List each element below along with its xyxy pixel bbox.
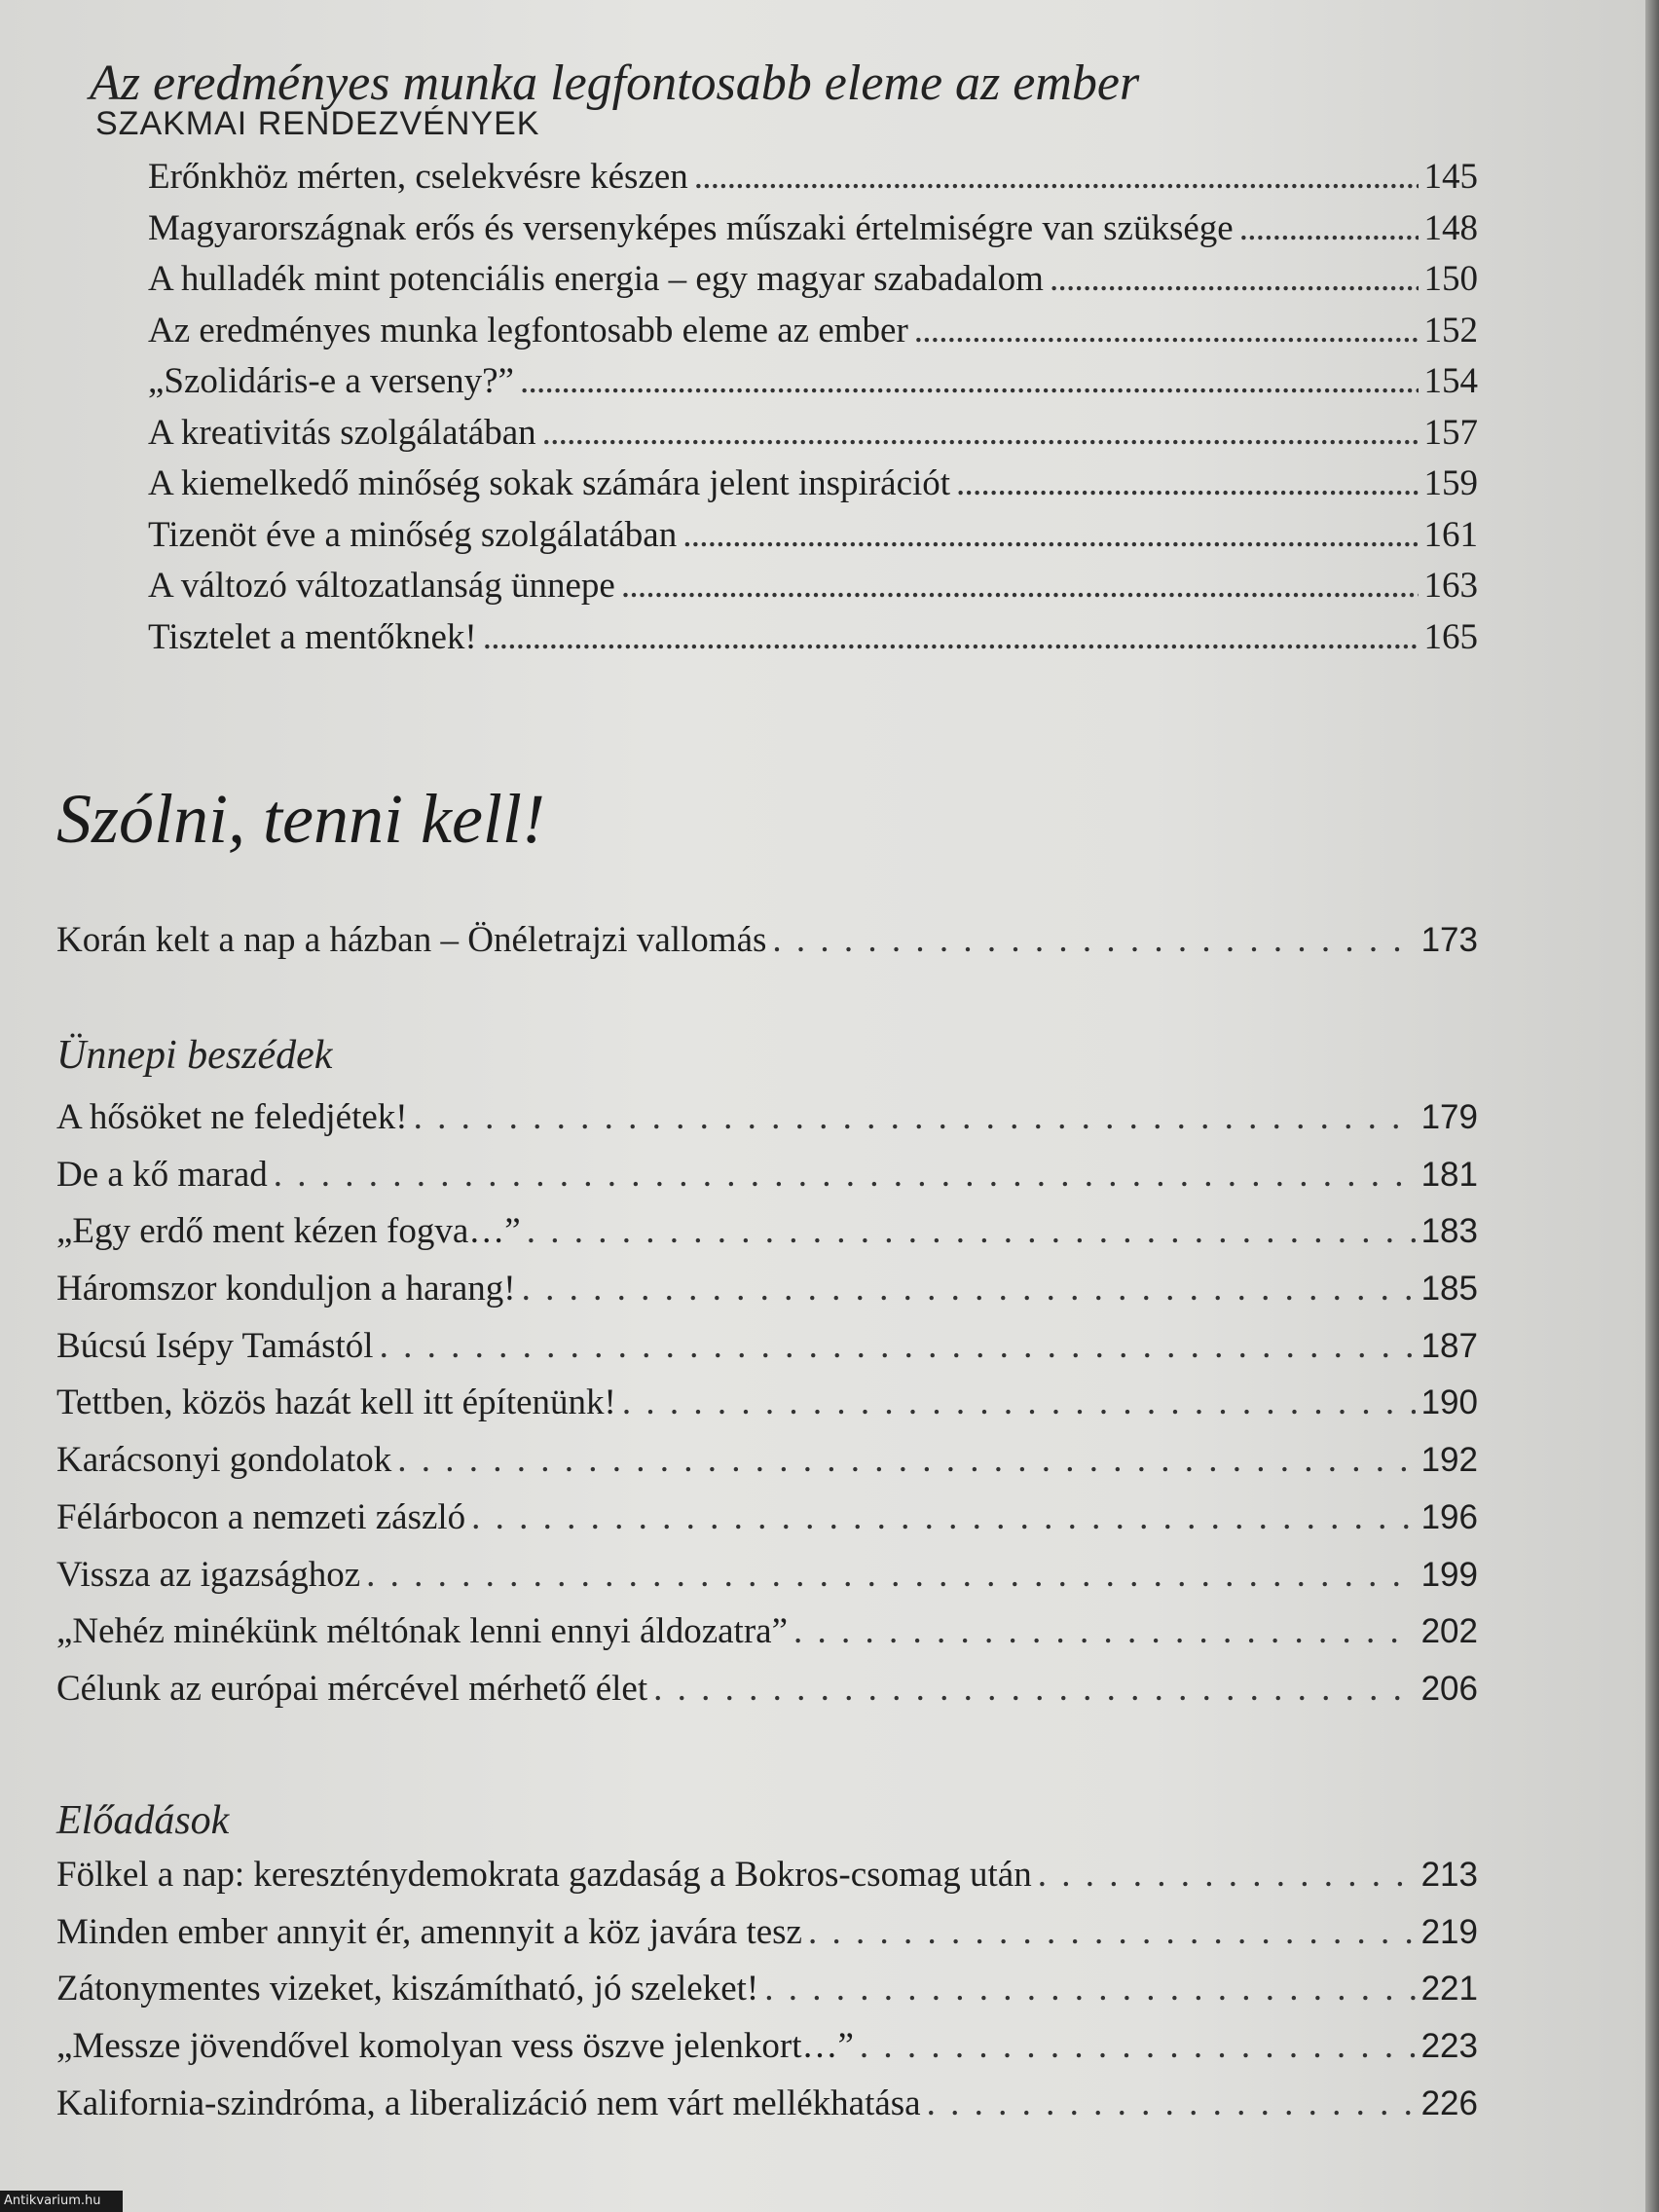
toc-entry-title: De a kő marad <box>56 1154 268 1195</box>
toc-leader-dots <box>956 462 1418 504</box>
toc-leader-dots <box>653 1668 1415 1710</box>
toc-entry-title: A kiemelkedő minőség sokak számára jelent inspirációt <box>148 463 951 503</box>
toc-entry-title: „Egy erdő ment kézen fogva…” <box>56 1211 521 1252</box>
toc-entry-page: 148 <box>1423 207 1478 248</box>
toc-entry-title: „Szolidáris-e a verseny?” <box>148 361 514 401</box>
toc-entry[interactable] <box>56 1610 1478 1668</box>
toc-entry[interactable] <box>148 616 1478 668</box>
toc-leader-dots <box>542 412 1419 454</box>
toc-intro <box>56 919 1478 977</box>
toc-entry-page: 213 <box>1420 1856 1478 1894</box>
toc-entry[interactable] <box>56 1382 1478 1439</box>
toc-entry[interactable] <box>56 1496 1478 1554</box>
toc-entry-page: 221 <box>1420 1970 1478 2009</box>
toc-leader-dots <box>483 616 1419 658</box>
toc-leader-dots <box>522 1268 1416 1309</box>
section-subtitle: SZAKMAI RENDEZVÉNYEK <box>95 105 540 142</box>
toc-entry-title: „Nehéz minékünk méltónak lenni ennyi áldozatra” <box>56 1611 789 1652</box>
toc-entry-title: Minden ember annyit ér, amennyit a köz javára tesz <box>56 1911 802 1952</box>
toc-entry-page: 187 <box>1420 1326 1478 1365</box>
toc-entry[interactable] <box>56 2025 1478 2083</box>
toc-entry-title: Korán kelt a nap a házban – Önéletrajzi vallomás <box>56 920 767 960</box>
toc-entry-page: 181 <box>1420 1155 1478 1194</box>
toc-entry-page: 150 <box>1423 259 1478 299</box>
toc-entry-page: 223 <box>1420 2027 1478 2066</box>
toc-entry[interactable] <box>56 1554 1478 1611</box>
page-edge <box>1645 0 1659 2212</box>
toc-entry-title: A hősöket ne feledjétek! <box>56 1097 408 1137</box>
toc-entry[interactable] <box>56 2083 1478 2140</box>
toc-entry-title: Zátonymentes vizeket, kiszámítható, jó szeleket! <box>56 1969 759 2009</box>
toc-entry-title: Vissza az igazsághoz <box>56 1554 361 1595</box>
toc-entry-page: 185 <box>1420 1270 1478 1309</box>
section-title: Az eredményes munka legfontosabb eleme az ember <box>90 55 1140 111</box>
toc-entry[interactable] <box>56 1968 1478 2025</box>
toc-entry-title: Az eredményes munka legfontosabb eleme az ember <box>148 310 908 350</box>
toc-entry-title: Háromszor konduljon a harang! <box>56 1269 516 1309</box>
toc-entry-page: 163 <box>1423 566 1478 606</box>
toc-entry-page: 173 <box>1420 921 1478 959</box>
toc-entry-page: 202 <box>1420 1612 1478 1651</box>
toc-leader-dots <box>694 156 1419 198</box>
toc-entry-title: A hulladék mint potenciális energia – egy magyar szabadalom <box>148 259 1044 299</box>
toc-list-speeches <box>56 1096 1478 1725</box>
toc-entry[interactable] <box>148 156 1478 207</box>
toc-entry[interactable] <box>56 1854 1478 1911</box>
toc-leader-dots <box>808 1911 1416 1953</box>
toc-entry[interactable] <box>148 565 1478 616</box>
toc-entry-page: 152 <box>1423 310 1478 350</box>
toc-leader-dots <box>1050 258 1419 300</box>
toc-entry-page: 179 <box>1420 1098 1478 1136</box>
toc-leader-dots <box>471 1496 1415 1538</box>
toc-entry[interactable] <box>148 310 1478 361</box>
toc-entry-title: Karácsonyi gondolatok <box>56 1440 392 1481</box>
toc-entry-page: 192 <box>1420 1441 1478 1480</box>
toc-entry-title: Magyarországnak erős és versenyképes műszaki értelmiségre van szüksége <box>148 207 1234 248</box>
toc-entry-title: Célunk az európai mércével mérhető élet <box>56 1668 648 1709</box>
toc-entry-page: 190 <box>1420 1383 1478 1422</box>
toc-entry-page: 154 <box>1423 361 1478 401</box>
toc-leader-dots <box>1239 207 1419 249</box>
toc-entry-page: 219 <box>1420 1912 1478 1951</box>
toc-entry-page: 226 <box>1420 2083 1478 2122</box>
toc-entry[interactable] <box>56 1668 1478 1725</box>
toc-entry-page: 206 <box>1420 1669 1478 1708</box>
toc-entry[interactable] <box>148 207 1478 259</box>
toc-leader-dots <box>380 1325 1416 1367</box>
chapter-title: Szólni, tenni kell! <box>56 780 545 858</box>
toc-entry-page: 145 <box>1423 157 1478 197</box>
toc-entry-title: Tizenöt éve a minőség szolgálatában <box>148 514 678 555</box>
toc-leader-dots <box>764 1968 1415 2009</box>
watermark: Antikvarium.hu <box>0 2191 123 2212</box>
toc-entry[interactable] <box>148 514 1478 566</box>
toc-entry-page: 183 <box>1420 1212 1478 1251</box>
toc-list-section1 <box>148 156 1478 667</box>
toc-leader-dots <box>927 2083 1416 2124</box>
toc-entry-page: 157 <box>1423 412 1478 453</box>
toc-entry-title: Erőnkhöz mérten, cselekvésre készen <box>148 157 688 197</box>
toc-leader-dots <box>621 565 1419 607</box>
toc-entry[interactable] <box>148 462 1478 514</box>
speeches-heading: Ünnepi beszédek <box>56 1033 333 1078</box>
toc-leader-dots <box>772 919 1415 961</box>
toc-entry-title: Félárbocon a nemzeti zászló <box>56 1496 466 1537</box>
lectures-heading: Előadások <box>56 1798 230 1843</box>
toc-leader-dots <box>793 1610 1416 1652</box>
toc-leader-dots <box>682 514 1418 556</box>
toc-leader-dots <box>1038 1854 1416 1896</box>
toc-leader-dots <box>366 1554 1415 1596</box>
toc-entry[interactable] <box>148 412 1478 463</box>
toc-entry-title: „Messze jövendővel komolyan vess öszve jelenkort…” <box>56 2026 854 2067</box>
toc-entry[interactable] <box>56 1154 1478 1211</box>
toc-leader-dots <box>397 1439 1415 1481</box>
toc-entry[interactable] <box>56 1096 1478 1154</box>
toc-entry-page: 159 <box>1423 463 1478 503</box>
toc-entry[interactable] <box>56 1325 1478 1382</box>
toc-leader-dots <box>520 360 1419 402</box>
toc-entry[interactable] <box>56 1268 1478 1325</box>
toc-entry[interactable] <box>56 1439 1478 1496</box>
toc-leader-dots <box>414 1096 1416 1138</box>
toc-entry[interactable] <box>148 258 1478 310</box>
toc-entry[interactable] <box>56 1210 1478 1268</box>
toc-entry-title: A kreativitás szolgálatában <box>148 412 536 453</box>
toc-entry-title: Fölkel a nap: kereszténydemokrata gazdaság a Bokros-csomag után <box>56 1855 1032 1895</box>
toc-entry-title: Tisztelet a mentőknek! <box>148 616 477 657</box>
toc-entry-page: 199 <box>1420 1555 1478 1594</box>
toc-entry[interactable] <box>148 360 1478 412</box>
toc-entry-page: 196 <box>1420 1497 1478 1536</box>
toc-entry-page: 165 <box>1423 616 1478 657</box>
toc-entry-title: Tettben, közös hazát kell itt építenünk! <box>56 1382 616 1423</box>
toc-leader-dots <box>860 2025 1416 2067</box>
toc-list-lectures <box>56 1854 1478 2139</box>
toc-entry[interactable] <box>56 1911 1478 1969</box>
toc-entry[interactable] <box>56 919 1478 977</box>
toc-entry-title: Búcsú Isépy Tamástól <box>56 1325 374 1366</box>
toc-leader-dots <box>527 1210 1416 1252</box>
toc-entry-title: Kalifornia-szindróma, a liberalizáció nem várt mellékhatása <box>56 2083 921 2123</box>
toc-leader-dots <box>914 310 1419 351</box>
toc-entry-title: A változó változatlanság ünnepe <box>148 566 615 606</box>
toc-entry-page: 161 <box>1423 514 1478 555</box>
toc-leader-dots <box>274 1154 1416 1196</box>
toc-leader-dots <box>622 1382 1416 1423</box>
